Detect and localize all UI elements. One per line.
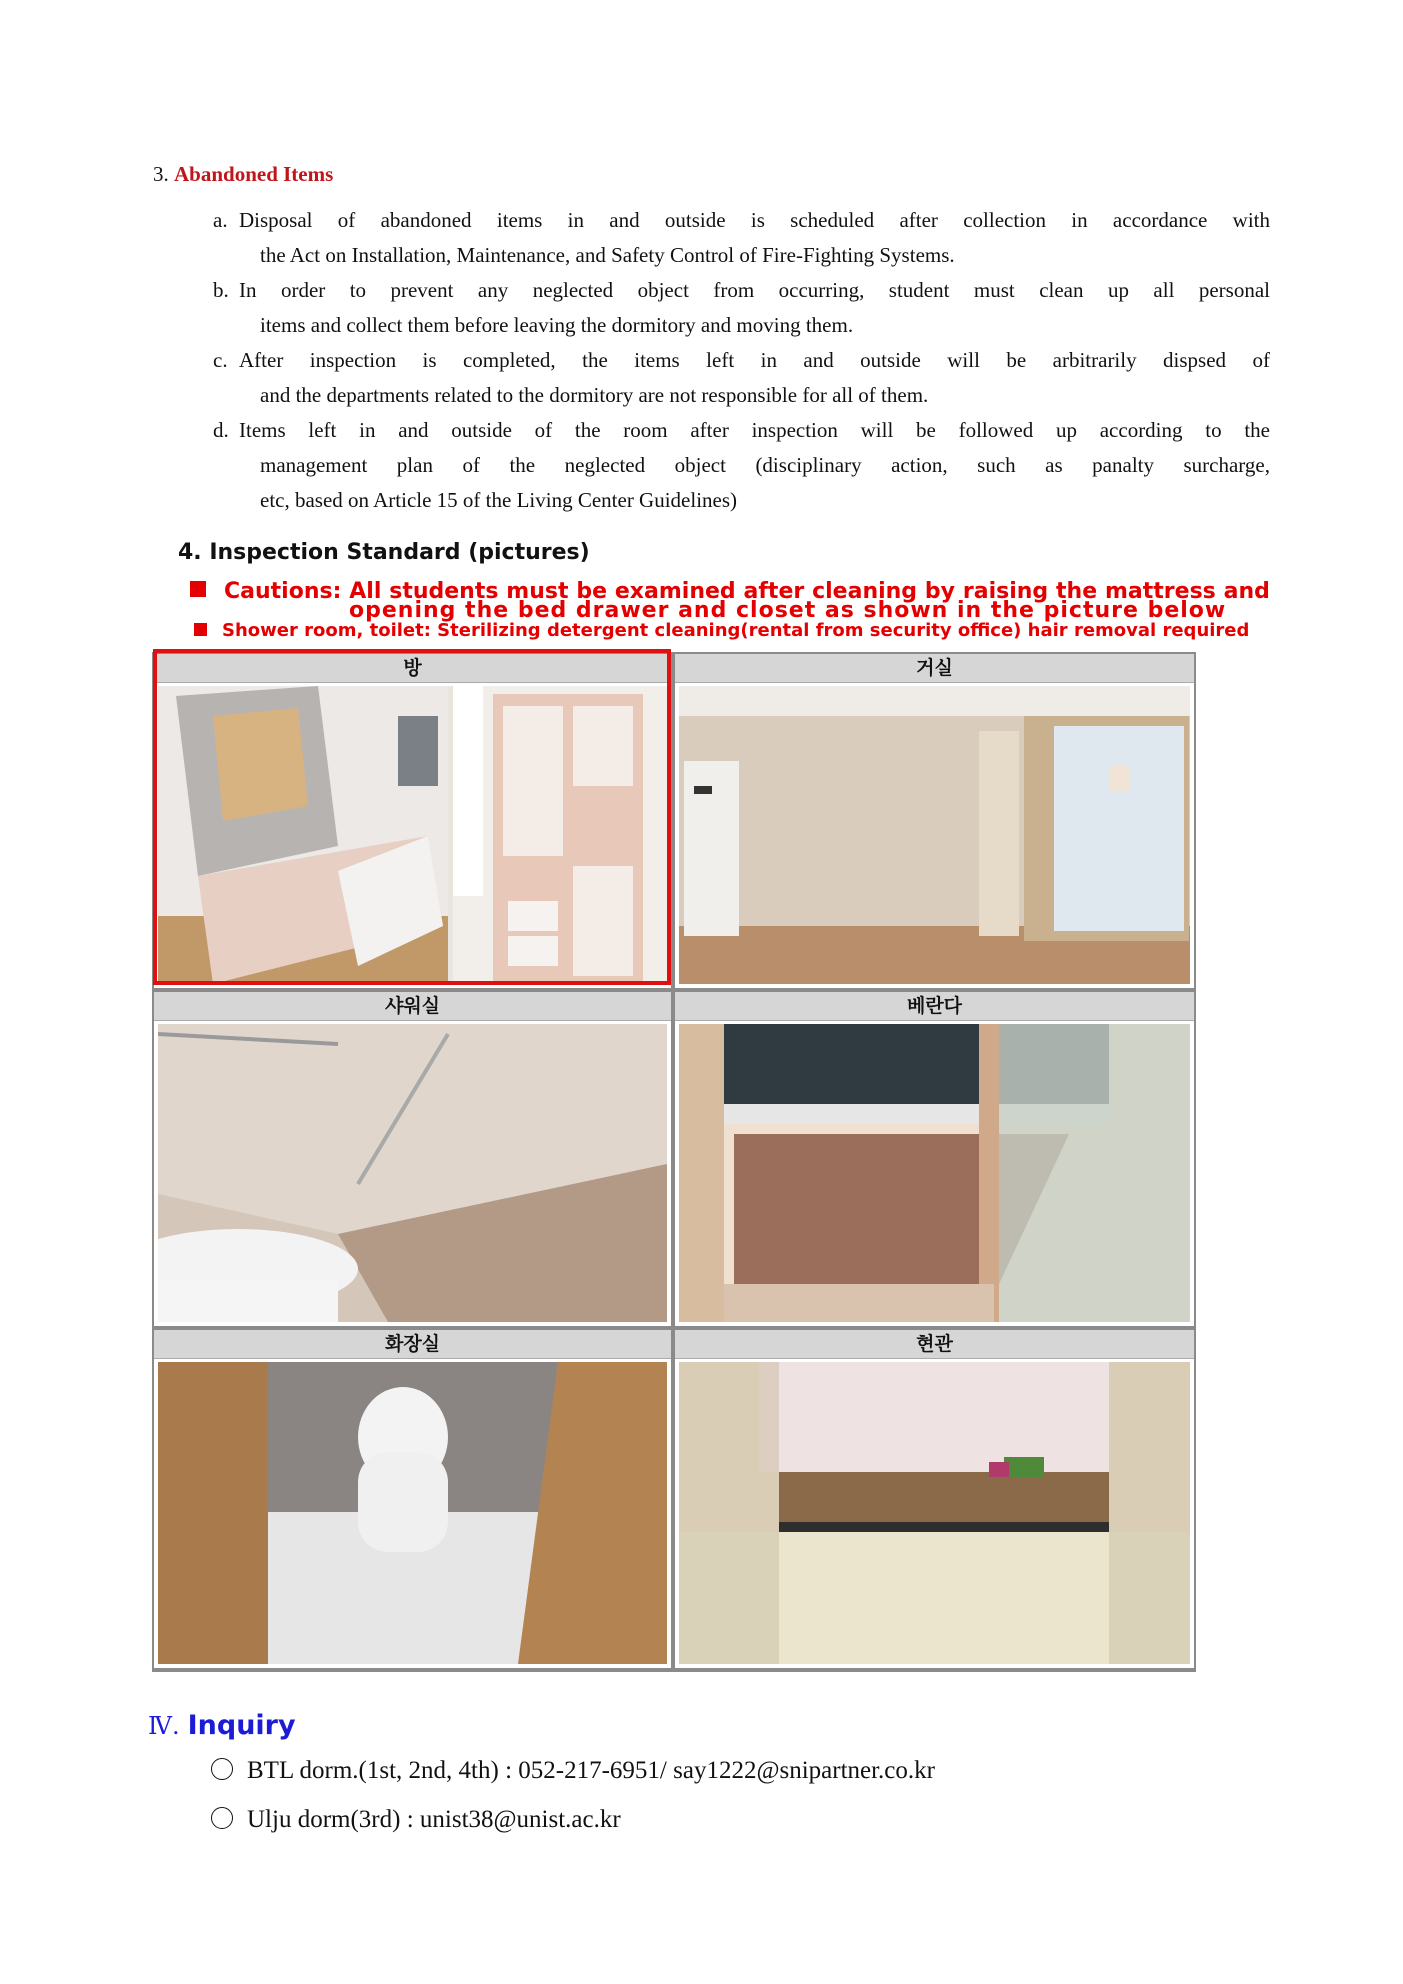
section-title: Abandoned Items xyxy=(174,162,334,186)
photo-cell-living-room xyxy=(675,654,1194,988)
inquiry-heading: Ⅳ. Inquiry xyxy=(148,1710,296,1741)
caution-word: cleaning xyxy=(812,579,918,604)
photo-label: 베란다 xyxy=(675,992,1194,1021)
red-square-bullet-icon xyxy=(194,623,207,636)
photo-label: 현관 xyxy=(675,1330,1194,1359)
section-number: 3. xyxy=(153,162,169,186)
photo-label: 샤워실 xyxy=(154,992,671,1021)
living-room-photo-icon xyxy=(679,686,1190,984)
highlight-box xyxy=(153,649,671,985)
caution-word: after xyxy=(743,579,805,604)
section-4-heading: 4. Inspection Standard (pictures) xyxy=(178,540,590,565)
circle-bullet-icon xyxy=(211,1807,233,1829)
list-item: a. Disposal of abandoned items in and outside is scheduled after collection in accordance with the Act on Installation, Maintenance, and Safety Control of Fire-Fighting Systems. xyxy=(213,208,1270,267)
red-square-bullet-icon xyxy=(190,581,206,597)
photo-label: 거실 xyxy=(675,654,1194,683)
caution-word: raising xyxy=(962,579,1049,604)
photo-cell-veranda xyxy=(675,992,1194,1326)
list-item: d. Items left in and outside of the room after inspection will be followed up according to the management plan of the neglected object (disciplinary action, such as panalty surcharge, etc, based on Article 15 of the Living Center Guidelines) xyxy=(213,418,1270,512)
caution-word: examined xyxy=(614,579,736,604)
caution-label: Cautions: xyxy=(224,579,342,604)
caution-line-2: opening the bed drawer and closet as shown in the picture below xyxy=(349,598,1227,623)
abandoned-items-list xyxy=(213,203,1270,518)
caution-word: and xyxy=(1223,579,1270,604)
photo-cell-toilet xyxy=(154,1330,671,1668)
photo-cell-entrance xyxy=(675,1330,1194,1668)
list-item: b. In order to prevent any neglected object from occurring, student must clean up all personal items and collect them before leaving the dormitory and moving them. xyxy=(213,278,1270,337)
photo-label: 화장실 xyxy=(154,1330,671,1359)
shower-room-photo-icon xyxy=(158,1024,667,1322)
caution-word: be xyxy=(576,579,608,604)
photo-label: 방 xyxy=(154,654,671,683)
caution-word: the xyxy=(1056,579,1098,604)
section-3-heading xyxy=(153,162,333,187)
photo-cell-shower-room xyxy=(154,992,671,1326)
caution-notice xyxy=(190,581,1270,622)
inquiry-line: BTL dorm.(1st, 2nd, 4th) : 052-217-6951/ say1222@snipartner.co.kr xyxy=(211,1757,935,1785)
caution-word: mattress xyxy=(1105,579,1216,604)
inquiry-line: Ulju dorm(3rd) : unist38@unist.ac.kr xyxy=(211,1806,621,1834)
caution-word: students xyxy=(389,579,499,604)
caution-word: All xyxy=(349,579,382,604)
caution-word: must xyxy=(506,579,569,604)
caution-word: by xyxy=(924,579,956,604)
circle-bullet-icon xyxy=(211,1758,233,1780)
list-item: c. After inspection is completed, the items left in and outside will be arbitrarily dispsed of and the departments related to the dormitory are not responsible for all of them. xyxy=(213,348,1270,407)
toilet-photo-icon xyxy=(158,1362,667,1664)
shower-toilet-notice: Shower room, toilet: Sterilizing detergent cleaning(rental from security office) hair removal required xyxy=(194,620,1249,641)
veranda-photo-icon xyxy=(679,1024,1190,1322)
entrance-photo-icon xyxy=(679,1362,1190,1664)
